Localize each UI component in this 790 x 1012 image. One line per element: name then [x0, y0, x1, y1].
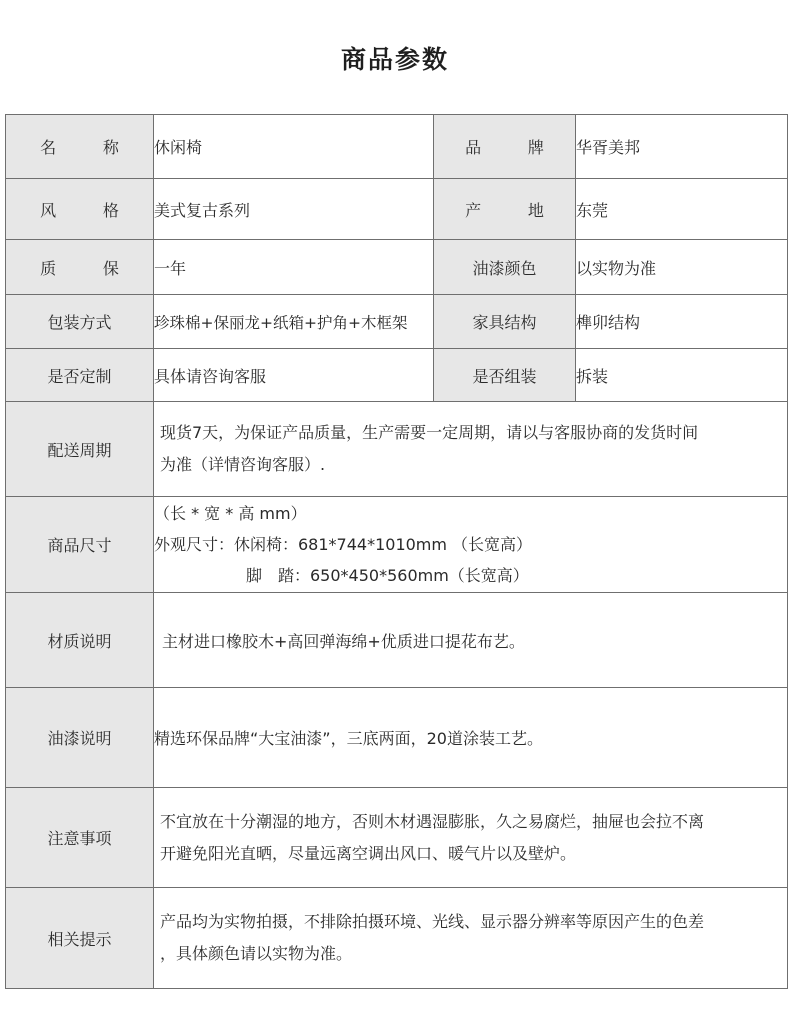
value-warranty: 一年 [154, 240, 434, 295]
value-origin: 东莞 [576, 179, 788, 240]
value-notes [154, 788, 788, 888]
size-line-footrest: 脚 踏：650*450*560mm（长宽高） [246, 566, 529, 585]
label-size: 商品尺寸 [6, 497, 154, 593]
label-packaging: 包装方式 [6, 295, 154, 349]
label-assembly: 是否组装 [434, 349, 576, 402]
label-tips: 相关提示 [6, 888, 154, 989]
spec-row-material [6, 593, 788, 688]
size-line-units: （长 * 宽 * 高 mm） [154, 504, 307, 523]
value-material: 主材进口橡胶木+高回弹海绵+优质进口提花布艺。 [154, 593, 788, 688]
label-name: 名 称 [6, 115, 154, 179]
spec-row-tips [6, 888, 788, 989]
product-spec-table [5, 114, 788, 989]
value-paint-color: 以实物为准 [576, 240, 788, 295]
label-structure: 家具结构 [434, 295, 576, 349]
page-title: 商品参数 [340, 45, 449, 74]
label-material: 材质说明 [6, 593, 154, 688]
label-paint-color: 油漆颜色 [434, 240, 576, 295]
spec-row-packaging-structure [6, 295, 788, 349]
tips-line-2: ，具体颜色请以实物为准。 [160, 944, 353, 963]
value-assembly: 拆装 [576, 349, 788, 402]
value-structure: 榫卯结构 [576, 295, 788, 349]
value-paint-desc: 精选环保品牌“大宝油漆”，三底两面，20道涂装工艺。 [154, 688, 788, 788]
delivery-line-2: 为准（详情咨询客服）. [160, 455, 326, 474]
value-custom: 具体请咨询客服 [154, 349, 434, 402]
spec-row-warranty-paint-color [6, 240, 788, 295]
spec-row-custom-assembly [6, 349, 788, 402]
notes-line-1: 不宜放在十分潮湿的地方，否则木材遇湿膨胀，久之易腐烂，抽屉也会拉不离 [160, 811, 705, 831]
notes-line-2: 开避免阳光直晒，尽量远离空调出风口、暖气片以及壁炉。 [160, 843, 577, 863]
label-custom: 是否定制 [6, 349, 154, 402]
value-brand: 华胥美邦 [576, 115, 788, 179]
value-size [154, 497, 788, 593]
spec-row-notes [6, 788, 788, 888]
spec-row-delivery [6, 402, 788, 497]
label-warranty: 质 保 [6, 240, 154, 295]
value-delivery [154, 402, 788, 497]
delivery-line-1: 现货7天，为保证产品质量，生产需要一定周期，请以与客服协商的发货时间 [160, 423, 699, 442]
label-paint-desc: 油漆说明 [6, 688, 154, 788]
label-style: 风 格 [6, 179, 154, 240]
value-style: 美式复古系列 [154, 179, 434, 240]
label-brand: 品 牌 [434, 115, 576, 179]
value-packaging: 珍珠棉+保丽龙+纸箱+护角+木框架 [154, 295, 434, 349]
spec-row-paint-desc [6, 688, 788, 788]
label-origin: 产 地 [434, 179, 576, 240]
tips-line-1: 产品均为实物拍摄，不排除拍摄环境、光线、显示器分辨率等原因产生的色差 [160, 912, 705, 931]
value-tips [154, 888, 788, 989]
spec-row-name-brand [6, 115, 788, 179]
label-notes: 注意事项 [6, 788, 154, 888]
spec-row-style-origin [6, 179, 788, 240]
spec-row-size [6, 497, 788, 593]
label-delivery: 配送周期 [6, 402, 154, 497]
value-name: 休闲椅 [154, 115, 434, 179]
size-line-chair: 外观尺寸：休闲椅：681*744*1010mm （长宽高） [154, 535, 533, 554]
